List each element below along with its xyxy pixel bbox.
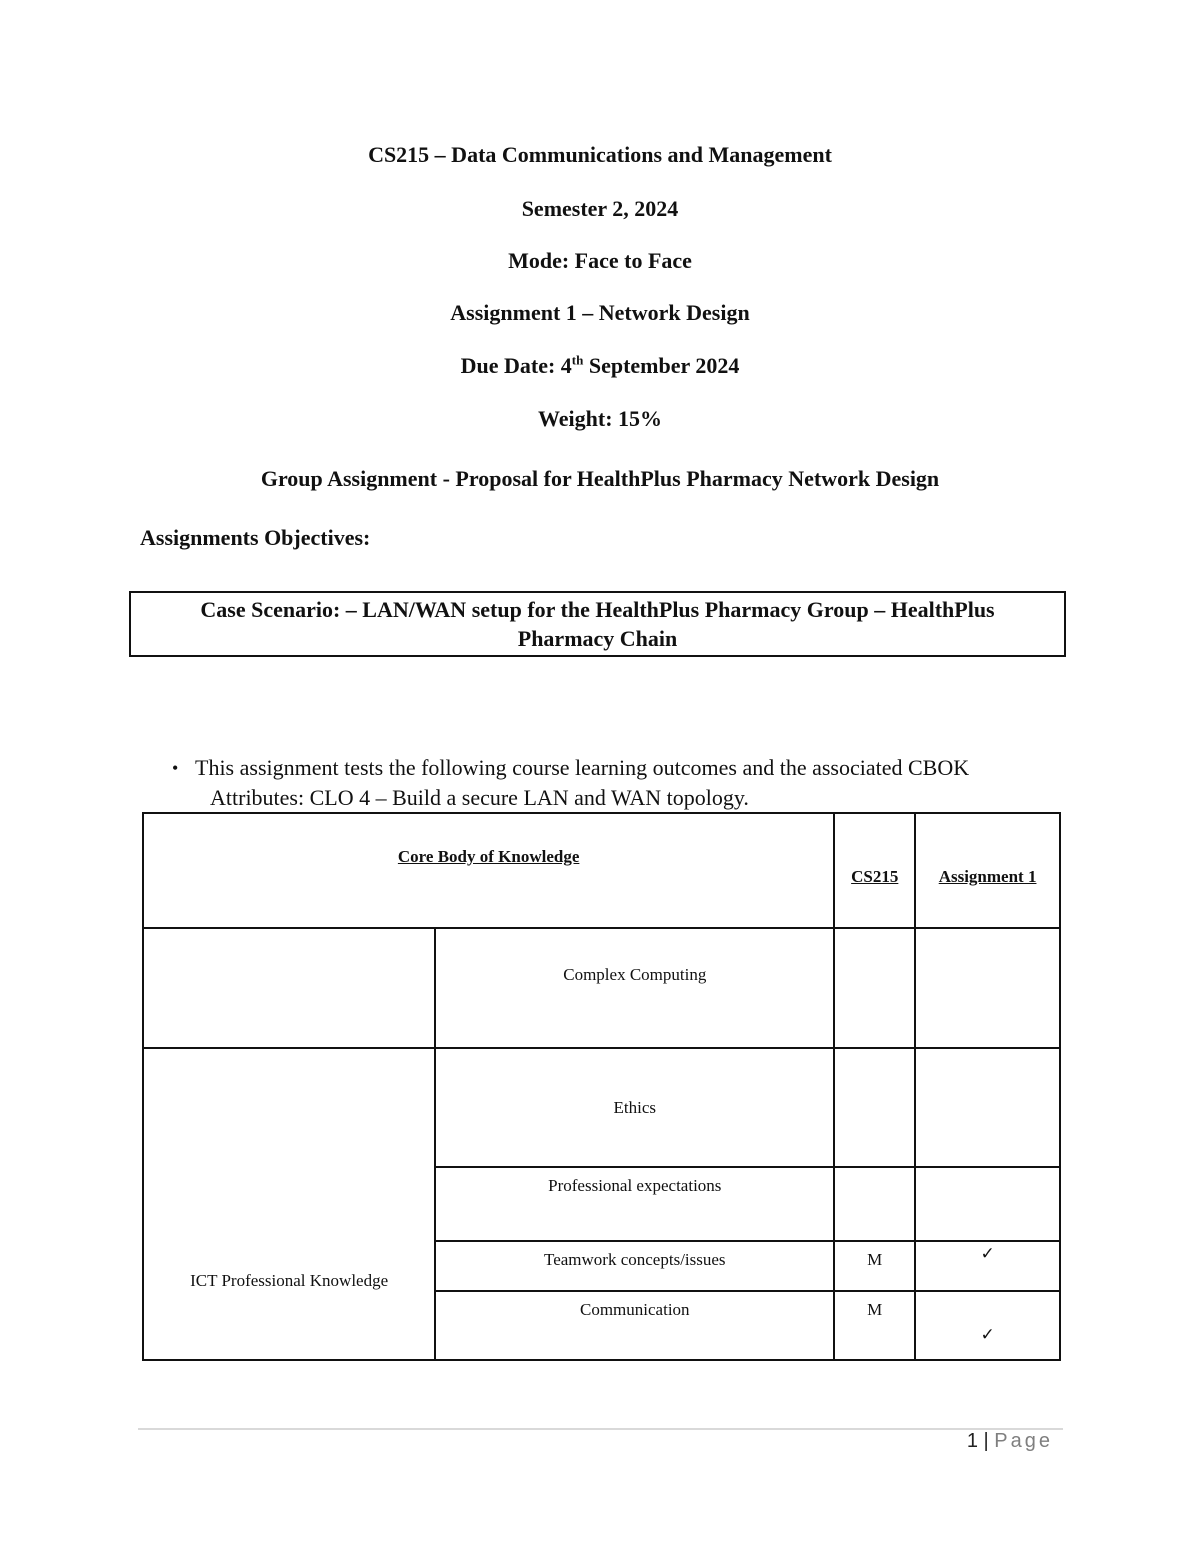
clo-bullet-line-1: This assignment tests the following course learning outcomes and the associated CBOK (195, 755, 970, 780)
group-assignment-title: Group Assignment - Proposal for HealthPlus Pharmacy Network Design (260, 466, 940, 491)
cbok-table (142, 812, 1061, 1361)
topic-teamwork: Teamwork concepts/issues (435, 1241, 834, 1291)
header-assignment-label: Assignment 1 (938, 866, 1037, 886)
assignment-professional-expectations (915, 1167, 1060, 1241)
case-scenario-line-1: Case Scenario: – LAN/WAN setup for the HealthPlus Pharmacy Group – HealthPlus (200, 597, 995, 622)
table-row (143, 928, 1060, 1048)
objectives-heading: Assignments Objectives: (140, 525, 371, 550)
page-footer (967, 1430, 1053, 1453)
assignment-title: Assignment 1 – Network Design (450, 300, 750, 325)
clo-bullet (172, 753, 1062, 813)
group-label: ICT Professional Knowledge (190, 1271, 389, 1290)
header-cbok (143, 813, 834, 928)
course-communication: M (834, 1291, 915, 1360)
due-date (0, 353, 1200, 379)
topic-communication: Communication (435, 1291, 834, 1360)
course-complex-computing (834, 928, 915, 1048)
footer-divider (138, 1428, 1063, 1430)
table-row (143, 1048, 1060, 1167)
header-assignment (915, 813, 1060, 928)
due-date-prefix: Due Date: 4 (460, 353, 572, 378)
case-scenario-box (129, 591, 1066, 657)
table-header-row (143, 813, 1060, 928)
semester: Semester 2, 2024 (521, 196, 679, 221)
header-course-label: CS215 (851, 866, 899, 886)
header-course (834, 813, 915, 928)
assignment-complex-computing (915, 928, 1060, 1048)
weight: Weight: 15% (537, 406, 663, 431)
case-scenario-line-2: Pharmacy Chain (517, 626, 678, 651)
page-number: 1 (966, 1430, 978, 1452)
assignment-ethics (915, 1048, 1060, 1167)
due-date-ordinal: th (571, 352, 584, 368)
assignment-communication-check-icon: ✓ (915, 1291, 1060, 1360)
topic-complex-computing: Complex Computing (435, 928, 834, 1048)
course-teamwork: M (834, 1241, 915, 1291)
mode: Mode: Face to Face (508, 248, 692, 273)
topic-professional-expectations: Professional expectations (435, 1167, 834, 1241)
course-professional-expectations (834, 1167, 915, 1241)
course-ethics (834, 1048, 915, 1167)
group-ict-professional-knowledge (143, 1048, 435, 1360)
due-date-suffix: September 2024 (583, 353, 740, 378)
bullet-icon: • (172, 758, 179, 778)
clo-bullet-line-2: Attributes: CLO 4 – Build a secure LAN and WAN topology. (210, 785, 749, 810)
page-label: Page (994, 1430, 1053, 1452)
empty-cell (143, 928, 435, 1048)
page-separator: | (983, 1430, 989, 1452)
course-title: CS215 – Data Communications and Management (368, 142, 832, 167)
assignment-teamwork-check-icon: ✓ (915, 1241, 1060, 1291)
topic-ethics: Ethics (435, 1048, 834, 1167)
header-cbok-label: Core Body of Knowledge (397, 847, 580, 866)
